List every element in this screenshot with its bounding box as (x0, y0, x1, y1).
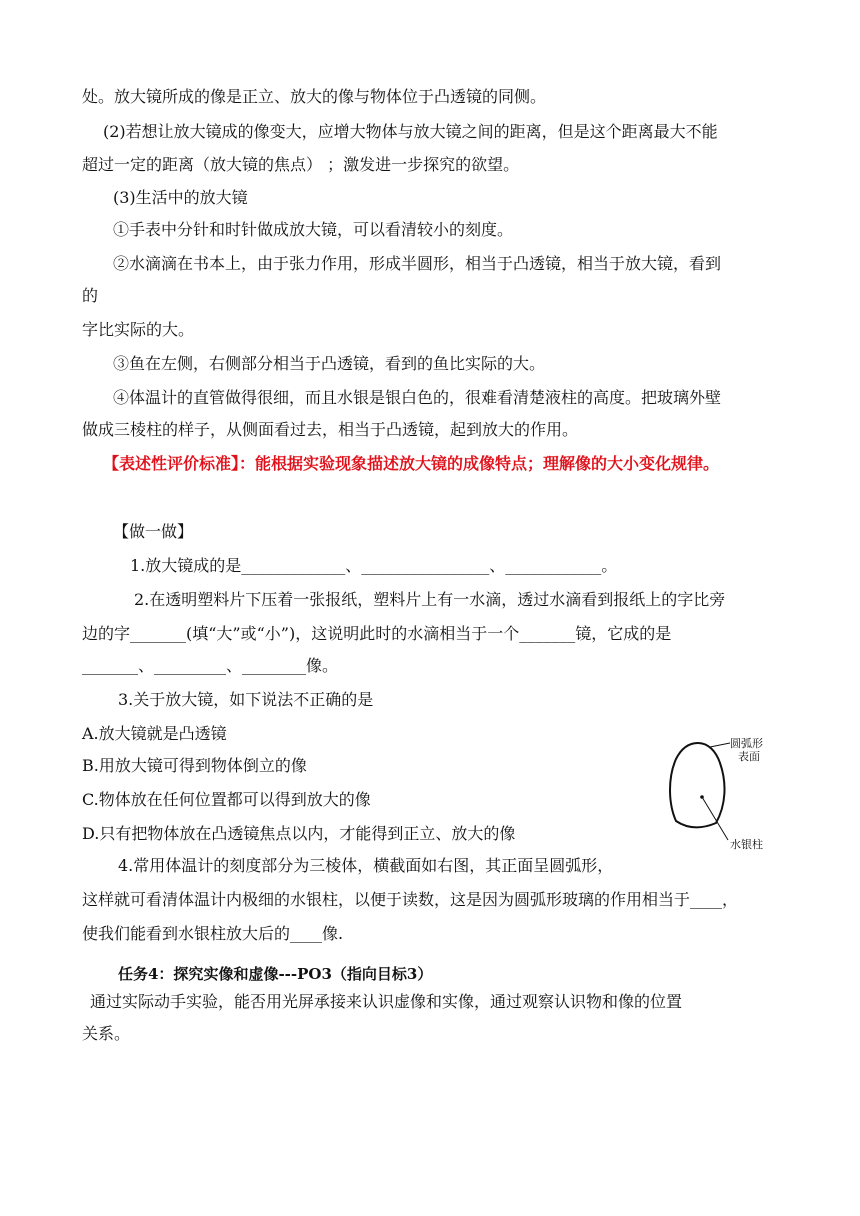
text-line: 做成三棱柱的样子，从侧面看过去，相当于凸透镜，起到放大的作用。 (82, 420, 579, 439)
arc-surface-label: 圆弧形 (730, 737, 763, 750)
option-b: B.用放大镜可得到物体倒立的像 (82, 756, 307, 775)
question-4-cont: 这样就可看清体温计内极细的水银柱，以便于读数，这是因为圆弧形玻璃的作用相当于____， (82, 890, 739, 909)
text-line: 超过一定的距离（放大镜的焦点） ；激发进一步探究的欲望。 (82, 155, 520, 174)
question-2-cont: _______、_________、________像。 (82, 656, 339, 675)
text-line: ①手表中分针和时针做成放大镜，可以看清较小的刻度。 (113, 220, 514, 239)
option-a: A.放大镜就是凸透镜 (82, 724, 227, 743)
text-line: (3)生活中的放大镜 (113, 188, 248, 207)
text-line: (2)若想让放大镜成的像变大，应增大物体与放大镜之间的距离，但是这个距离最大不能 (103, 122, 718, 141)
question-2-cont: 边的字_______(填“大”或“小”)，这说明此时的水滴相当于一个_______镜，它成的是 (82, 624, 672, 643)
question-4: 4.常用体温计的刻度部分为三棱体，横截面如右图，其正面呈圆弧形， (118, 856, 614, 875)
option-c: C.物体放在任何位置都可以得到放大的像 (82, 790, 371, 809)
evaluation-standard: 【表述性评价标准】：能根据实验现象描述放大镜的成像特点；理解像的大小变化规律。 (103, 454, 720, 473)
text-line: 关系。 (82, 1024, 131, 1043)
thermometer-cross-section-figure (652, 733, 782, 858)
text-line: 的 (82, 286, 99, 305)
question-3: 3.关于放大镜，如下说法不正确的是 (118, 690, 374, 709)
task-4-heading: 任务4：探究实像和虚像---PO3（指向目标3） (118, 965, 433, 983)
section-heading: 【做一做】 (113, 522, 194, 541)
question-1: 1.放大镜成的是_____________、________________、____________。 (130, 556, 618, 575)
text-line: ④体温计的直管做得很细，而且水银是银白色的，很难看清楚液柱的高度。把玻璃外壁 (113, 388, 722, 407)
question-4-cont: 使我们能看到水银柱放大后的____像. (82, 924, 344, 943)
option-d: D.只有把物体放在凸透镜焦点以内，才能得到正立、放大的像 (82, 824, 516, 843)
arc-surface-label: 表面 (738, 750, 760, 763)
text-line: ②水滴滴在书本上，由于张力作用，形成半圆形，相当于凸透镜，相当于放大镜，看到 (113, 254, 722, 273)
question-2: 2.在透明塑料片下压着一张报纸，塑料片上有一水滴，透过水滴看到报纸上的字比旁 (134, 590, 726, 609)
mercury-column-label: 水银柱 (730, 838, 763, 851)
text-line: 通过实际动手实验，能否用光屏承接来认识虚像和实像，通过观察认识物和像的位置 (90, 992, 683, 1011)
text-line: ③鱼在左侧，右侧部分相当于凸透镜，看到的鱼比实际的大。 (113, 354, 546, 373)
text-line: 字比实际的大。 (82, 320, 195, 339)
text-line: 处。放大镜所成的像是正立、放大的像与物体位于凸透镜的同侧。 (82, 87, 547, 106)
